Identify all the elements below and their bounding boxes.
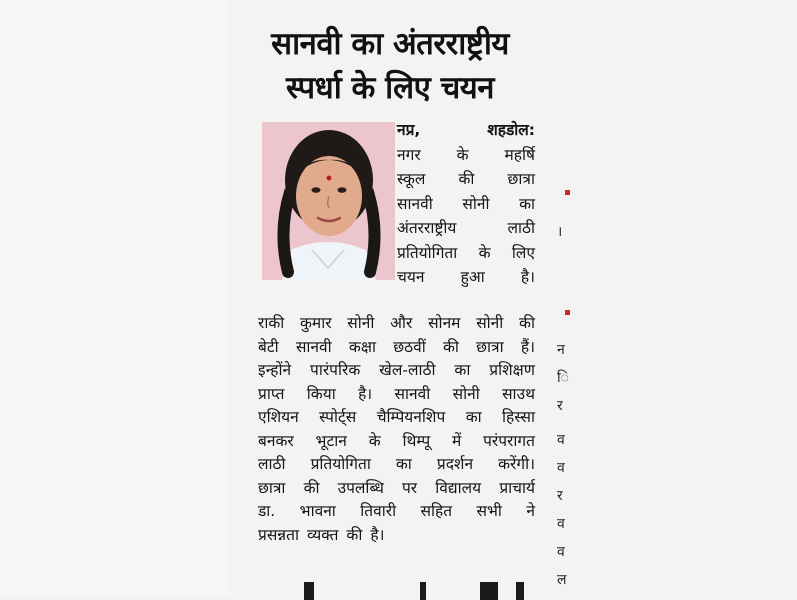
word: की: [442, 337, 459, 356]
word: लाठी: [507, 219, 535, 237]
word: लाठी: [258, 455, 286, 473]
word: चयन: [397, 268, 425, 286]
word: भावना: [299, 502, 336, 520]
text-line: [258, 477, 535, 501]
cropped-text-fragment: ल: [557, 572, 567, 588]
word: सभी: [476, 502, 502, 520]
word: की: [519, 314, 535, 332]
article-headline: [240, 22, 540, 110]
word: की: [458, 170, 475, 188]
text-line: [258, 524, 535, 548]
word: सोनम: [428, 314, 461, 332]
word: इन्होंने: [258, 361, 292, 379]
word: भूटान: [315, 431, 347, 450]
portrait-illustration: [262, 122, 395, 280]
text-line: [397, 216, 535, 241]
word: का: [395, 455, 412, 473]
adjacent-article-fragment: [555, 190, 571, 590]
word: का: [519, 194, 535, 213]
word: थिम्पू: [402, 431, 431, 450]
word: का: [465, 408, 482, 426]
word: सोनी: [476, 314, 504, 332]
word: छात्रा: [258, 478, 286, 497]
word: की: [303, 478, 320, 497]
cropped-text-fragment: व: [557, 460, 565, 476]
word: किया: [306, 384, 336, 403]
text-line: [258, 453, 535, 477]
word: नगर: [397, 145, 421, 164]
word: है।: [370, 525, 385, 544]
cropped-text-fragment: व: [557, 544, 565, 560]
word: एशियन: [258, 408, 299, 426]
cropped-text-fragment: व: [557, 516, 565, 532]
word: प्राप्त: [258, 384, 285, 403]
word: के: [456, 145, 469, 164]
word: कक्षा: [348, 337, 376, 356]
word: उपलब्धि: [337, 478, 384, 497]
article-body-column: [258, 312, 535, 547]
word: सोनी: [462, 194, 490, 213]
word: व्यक्त: [306, 525, 339, 544]
word: सानवी: [394, 384, 431, 403]
word: छठवीं: [393, 337, 426, 356]
word: शहडोल:: [487, 121, 535, 139]
headline-line-2: स्पर्धा के लिए चयन: [285, 70, 494, 106]
word: हुआ: [460, 268, 485, 286]
word: प्रसन्नता: [258, 525, 299, 544]
word: के: [368, 431, 381, 450]
blank-left-margin: [0, 0, 230, 597]
word: विद्यालय: [435, 478, 482, 497]
girl-portrait-photo: [262, 122, 395, 280]
text-line: [397, 241, 535, 266]
word: पारंपरिक: [310, 361, 361, 379]
word: पर: [401, 478, 418, 497]
word: सोनी: [452, 384, 480, 403]
word: तिवारी: [360, 502, 397, 520]
word: बेटी: [258, 337, 279, 356]
word: कुमार: [300, 314, 332, 332]
word: सानवी: [397, 194, 433, 213]
word: सहित: [420, 502, 453, 520]
text-line: [397, 118, 535, 143]
word: की: [346, 525, 363, 544]
text-line: [258, 430, 535, 454]
word: साउथ: [502, 384, 535, 403]
word: हिस्सा: [502, 408, 535, 426]
text-line: [397, 167, 535, 192]
word: अंतरराष्ट्रीय: [397, 219, 457, 237]
word: परंपरागत: [483, 431, 535, 450]
word: लिए: [511, 243, 535, 262]
word: नप्र,: [397, 121, 421, 139]
word: चैम्पियनशिप: [376, 408, 446, 426]
text-line: [258, 406, 535, 430]
cropped-text-fragment: न: [557, 342, 565, 358]
text-line: [397, 192, 535, 217]
word: हैं।: [520, 337, 535, 356]
word: है।: [520, 268, 535, 286]
word: सानवी: [295, 337, 332, 356]
word: प्राचार्य: [499, 478, 535, 497]
red-bullet-dot: [565, 310, 570, 315]
word: बनकर: [258, 431, 294, 450]
text-line: [258, 383, 535, 407]
word: प्रदर्शन: [436, 455, 474, 473]
word: का: [454, 361, 471, 379]
word: है।: [358, 384, 373, 403]
word: ने: [526, 502, 535, 520]
word: प्रतियोगिता: [397, 243, 458, 262]
text-line: [397, 265, 535, 290]
text-line: [258, 500, 535, 524]
word: करेंगी।: [498, 455, 535, 473]
word: छात्रा: [476, 337, 504, 356]
word: राकी: [258, 314, 285, 332]
word: प्रशिक्षण: [489, 361, 535, 379]
cropped-text-fragment: व: [557, 432, 565, 448]
cropped-text-fragment: ि: [557, 370, 569, 386]
cropped-text-fragment: ।: [557, 224, 563, 240]
word: सोनी: [347, 314, 375, 332]
word: में: [451, 431, 462, 450]
word: स्पोर्ट्स: [319, 408, 357, 426]
word: खेल-लाठी: [379, 361, 436, 379]
text-line: [258, 336, 535, 360]
word: और: [390, 314, 413, 332]
word: के: [478, 243, 491, 262]
cropped-text-fragment: र: [557, 398, 563, 414]
headline-line-1: सानवी का अंतरराष्ट्रीय: [271, 26, 509, 62]
text-line: [397, 143, 535, 168]
word: स्कूल: [397, 170, 426, 188]
word: प्रतियोगिता: [310, 455, 371, 473]
article-intro-column: [397, 118, 535, 290]
word: महर्षि: [504, 145, 535, 164]
word: डा.: [258, 502, 276, 520]
cropped-text-fragment: र: [557, 488, 563, 504]
text-line: [258, 359, 535, 383]
red-bullet-dot: [565, 190, 570, 195]
text-line: [258, 312, 535, 336]
word: छात्रा: [507, 170, 535, 188]
